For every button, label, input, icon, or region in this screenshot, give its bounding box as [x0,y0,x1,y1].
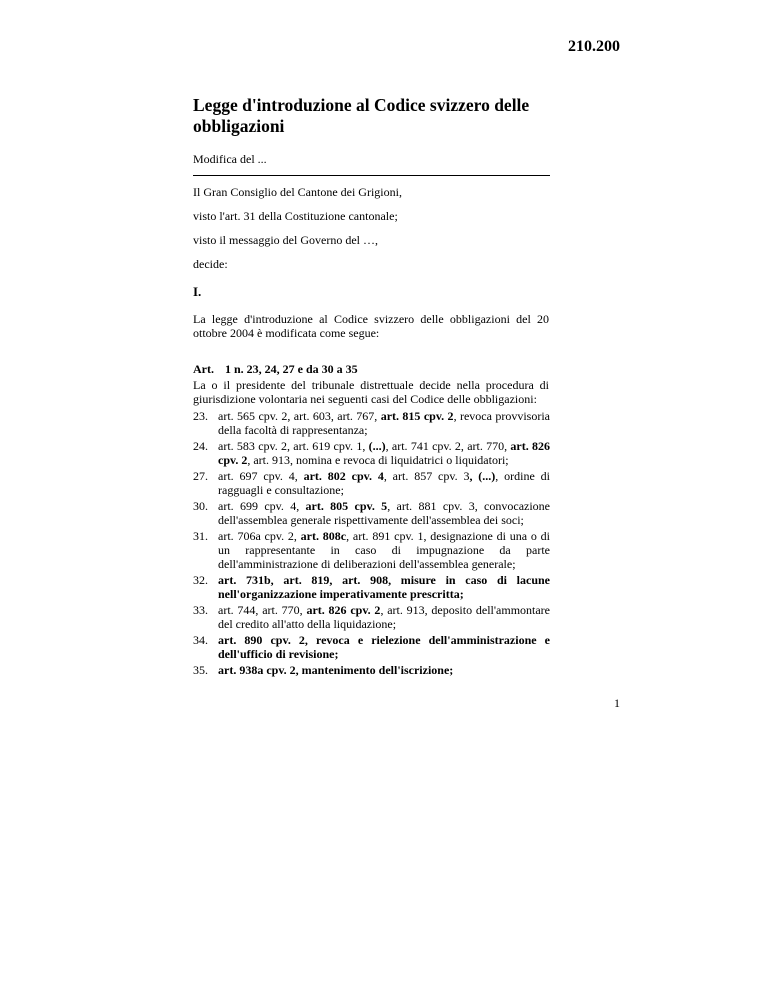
item-text: art. 706a cpv. 2, art. 808c, art. 891 cpv. 1, designazione di una o di un rappresentante in caso di impugnazione da parte dell'amministrazione di deliberazioni dell'assemblea generale; [218,529,551,571]
item-text: art. 583 cpv. 2, art. 619 cpv. 1, (...), art. 741 cpv. 2, art. 770, art. 826 cpv. 2, art. 913, nomina e revoca di liquidatrici o liquidatori; [218,439,551,467]
item-number: 30. [193,499,208,513]
list-item [193,529,550,571]
article-heading-text: 1 n. 23, 24, 27 e da 30 a 35 [225,362,358,376]
subtitle: Modifica del ... [193,152,267,166]
list-item [193,499,550,527]
item-text: art. 890 cpv. 2, revoca e rielezione dell'amministrazione e dell'ufficio di revisione; [218,633,550,661]
article-label: Art. [193,362,214,376]
intro-paragraph: La legge d'introduzione al Codice svizzero delle obbligazioni del 20 ottobre 2004 è modificata come segue: [193,312,549,340]
article-items-list [193,409,550,679]
section-heading: I. [193,284,202,299]
item-text: art. 565 cpv. 2, art. 603, art. 767, art. 815 cpv. 2, revoca provvisoria della facoltà di rappresentanza; [218,409,550,437]
item-number: 32. [193,573,208,587]
item-number: 23. [193,409,208,423]
list-item [193,633,550,661]
list-item [193,439,550,467]
article-intro: La o il presidente del tribunale distrettuale decide nella procedura di giurisdizione volontaria nei seguenti casi del Codice delle obbligazioni: [193,378,549,406]
list-item [193,469,550,497]
page-number: 1 [614,696,620,710]
item-number: 35. [193,663,208,677]
preamble-line-4: decide: [193,257,228,271]
item-number: 33. [193,603,208,617]
item-number: 34. [193,633,208,647]
page-title: Legge d'introduzione al Codice svizzero delle obbligazioni [193,95,530,136]
list-item [193,663,550,677]
item-number: 24. [193,439,208,453]
item-number: 31. [193,529,208,543]
divider [193,175,550,176]
list-item [193,409,550,437]
item-text: art. 731b, art. 819, art. 908, misure in caso di lacune nell'organizzazione imperativamente prescritta; [218,573,550,601]
item-text: art. 938a cpv. 2, mantenimento dell'iscrizione; [218,663,454,677]
article-heading [193,362,358,377]
item-text: art. 744, art. 770, art. 826 cpv. 2, art. 913, deposito dell'ammontare del credito all'atto della liquidazione; [218,603,551,631]
preamble-line-1: Il Gran Consiglio del Cantone dei Grigioni, [193,185,402,199]
preamble-line-2: visto l'art. 31 della Costituzione cantonale; [193,209,398,223]
item-text: art. 697 cpv. 4, art. 802 cpv. 4, art. 857 cpv. 3, (...), ordine di ragguagli e consultazione; [218,469,550,497]
document-number: 210.200 [568,38,620,55]
item-text: art. 699 cpv. 4, art. 805 cpv. 5, art. 881 cpv. 3, convocazione dell'assemblea generale rispettivamente dell'assemblea dei soci; [218,499,551,527]
item-number: 27. [193,469,208,483]
preamble-line-3: visto il messaggio del Governo del …, [193,233,378,247]
list-item [193,573,550,601]
list-item [193,603,550,631]
